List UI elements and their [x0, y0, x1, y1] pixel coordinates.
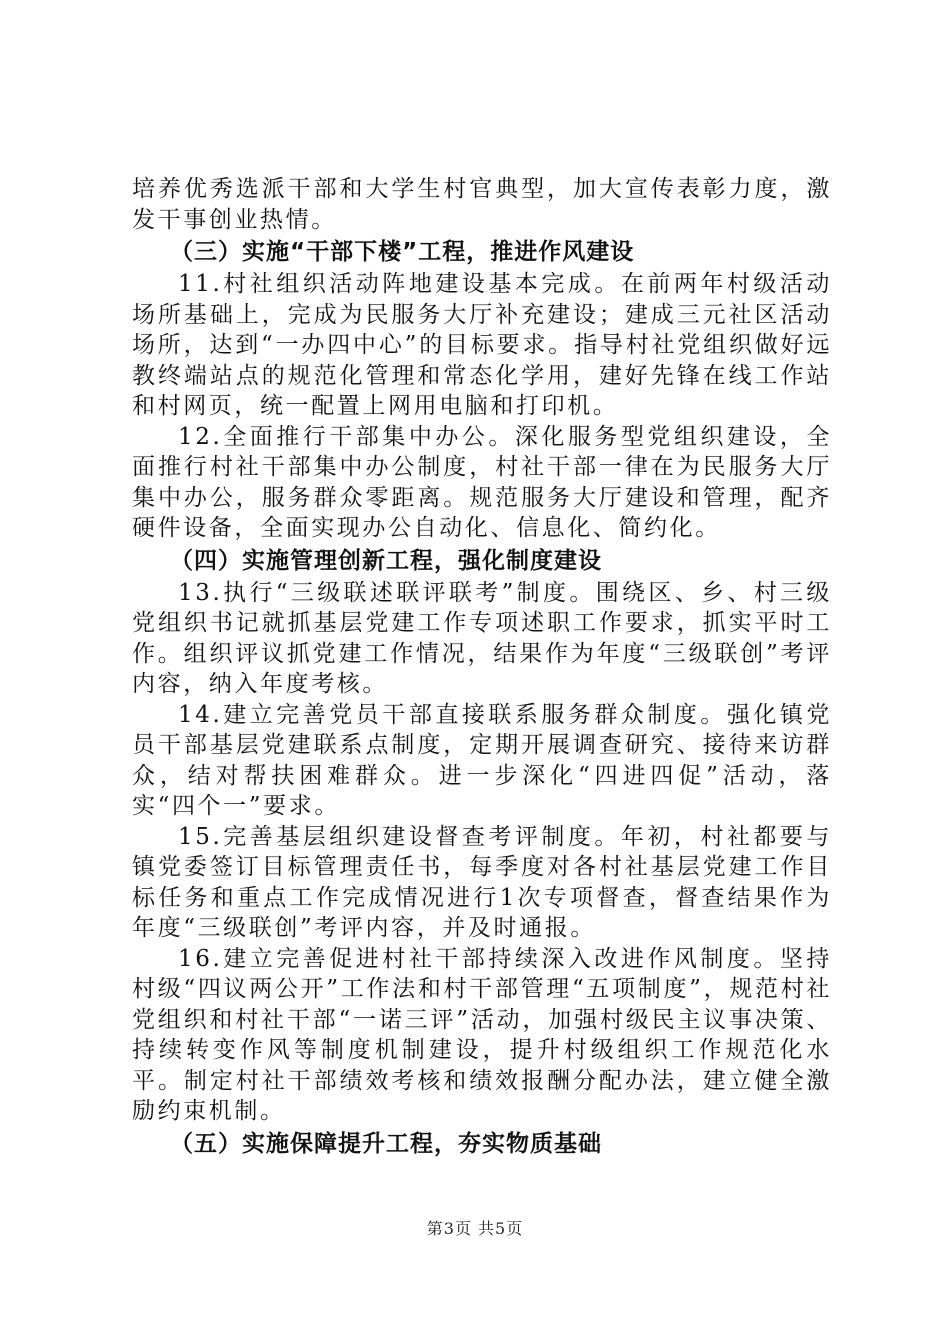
section-heading-5: （五）实施保障提升工程，夯实物质基础 — [170, 1130, 602, 1157]
page-number-footer: 第3页 共5页 — [426, 1219, 524, 1238]
section-heading-4: （四）实施管理创新工程，强化制度建设 — [170, 547, 602, 574]
paragraph-item-12: 12.全面推行干部集中办公。深化服务型党组织建设，全面推行村社干部集中办公制度，村社干部一律在为民服务大厅集中办公，服务群众零距离。规范服务大厅建设和管理，配齐硬件设备，全面实现办公自动化、信息化、简约化。 — [132, 423, 832, 541]
section-heading-3: （三）实施“干部下楼”工程，推进作风建设 — [170, 239, 635, 265]
paragraph-continuation: 培养优秀选派干部和大学生村官典型，加大宣传表彰力度，激发干事创业热情。 — [132, 176, 832, 233]
document-body — [132, 174, 832, 1161]
paragraph-item-16: 16.建立完善促进村社干部持续深入改进作风制度。坚持村级“四议两公开”工作法和村干部管理“五项制度”，规范村社党组织和村社干部“一诺三评”活动，加强村级民主议事决策、持续转变作风等制度机制建设，提升村级组织工作规范化水平。制定村社干部绩效考核和绩效报酬分配办法，建立健全激励约束机制。 — [132, 945, 832, 1124]
paragraph-item-15: 15.完善基层组织建设督查考评制度。年初，村社都要与镇党委签订目标管理责任书，每季度对各村社基层党建工作目标任务和重点工作完成情况进行1次专项督查，督查结果作为年度“三级联创”考评内容，并及时通报。 — [132, 823, 832, 941]
paragraph-item-11: 11.村社组织活动阵地建设基本完成。在前两年村级活动场所基础上，完成为民服务大厅补充建设；建成三元社区活动场所，达到“一办四中心”的目标要求。指导村社党组织做好远教终端站点的规范化管理和常态化学用，建好先锋在线工作站和村网页，统一配置上网用电脑和打印机。 — [132, 271, 832, 419]
paragraph-item-14: 14.建立完善党员干部直接联系服务群众制度。强化镇党员干部基层党建联系点制度，定期开展调查研究、接待来访群众，结对帮扶困难群众。进一步深化“四进四促”活动，落实“四个一”要求。 — [132, 701, 832, 819]
paragraph-item-13: 13.执行“三级联述联评联考”制度。围绕区、乡、村三级党组织书记就抓基层党建工作专项述职工作要求，抓实平时工作。组织评议抓党建工作情况，结果作为年度“三级联创”考评内容，纳入年度考核。 — [132, 579, 832, 697]
